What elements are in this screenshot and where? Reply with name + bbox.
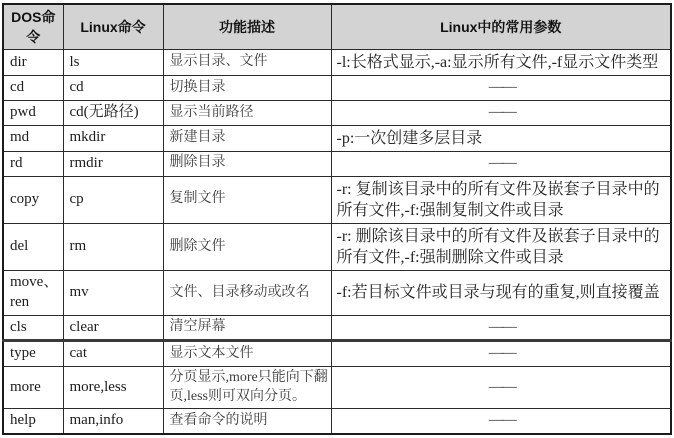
table-body [3,50,671,434]
linux-command-cell: man,info [63,409,163,434]
description-cell: 删除文件 [163,223,331,270]
linux-command-cell: more,less [63,367,163,409]
dos-linux-command-table [2,3,672,435]
dos-command-cell: more [3,367,63,409]
linux-command-cell: ls [63,50,163,76]
description-cell: 复制文件 [163,176,331,223]
params-cell: -r: 删除该目录中的所有文件及嵌套子目录中的所有文件,-f:强制删除文件或目录 [331,223,671,270]
table-header-row [3,4,671,50]
table-header [3,4,671,50]
header-linux-command: Linux命令 [63,4,163,50]
linux-command-cell: mkdir [63,125,163,151]
dos-command-cell: move、ren [3,271,63,316]
params-cell: -f:若目标文件或目录与现有的重复,则直接覆盖 [331,271,671,316]
dos-command-cell: pwd [3,100,63,125]
params-cell: —— [331,315,671,341]
params-cell: —— [331,151,671,176]
params-cell: —— [331,367,671,409]
linux-command-cell: cp [63,176,163,223]
dos-command-cell: dir [3,50,63,76]
table-row [3,151,671,176]
description-cell: 清空屏幕 [163,315,331,341]
dos-command-cell: md [3,125,63,151]
table-row [3,315,671,341]
dos-command-cell: help [3,409,63,434]
description-cell: 分页显示,more只能向下翻页,less则可双向分页。 [163,367,331,409]
params-cell: -p:一次创建多层目录 [331,125,671,151]
dos-command-cell: cd [3,76,63,101]
description-cell: 显示当前路径 [163,100,331,125]
params-cell: —— [331,100,671,125]
table-row [3,100,671,125]
table-row [3,341,671,367]
description-cell: 显示文本文件 [163,341,331,367]
header-linux-params: Linux中的常用参数 [331,4,671,50]
description-cell: 新建目录 [163,125,331,151]
table-row [3,409,671,434]
dos-command-cell: del [3,223,63,270]
table-row [3,271,671,316]
dos-command-cell: cls [3,315,63,341]
linux-command-cell: cd(无路径) [63,100,163,125]
table-row [3,50,671,76]
table-row [3,176,671,223]
table-row [3,367,671,409]
params-cell: —— [331,409,671,434]
header-description: 功能描述 [163,4,331,50]
description-cell: 显示目录、文件 [163,50,331,76]
description-cell: 删除目录 [163,151,331,176]
params-cell: —— [331,341,671,367]
linux-command-cell: cat [63,341,163,367]
table-row [3,125,671,151]
dos-command-cell: type [3,341,63,367]
params-cell: —— [331,76,671,101]
params-cell: -r: 复制该目录中的所有文件及嵌套子目录中的所有文件,-f:强制复制文件或目录 [331,176,671,223]
linux-command-cell: cd [63,76,163,101]
linux-command-cell: rm [63,223,163,270]
header-dos-command: DOS命令 [3,4,63,50]
linux-command-cell: mv [63,271,163,316]
linux-command-cell: rmdir [63,151,163,176]
table-row [3,223,671,270]
linux-command-cell: clear [63,315,163,341]
dos-command-cell: rd [3,151,63,176]
dos-command-cell: copy [3,176,63,223]
description-cell: 切换目录 [163,76,331,101]
table-row [3,76,671,101]
description-cell: 查看命令的说明 [163,409,331,434]
description-cell: 文件、目录移动或改名 [163,271,331,316]
params-cell: -l:长格式显示,-a:显示所有文件,-f显示文件类型 [331,50,671,76]
